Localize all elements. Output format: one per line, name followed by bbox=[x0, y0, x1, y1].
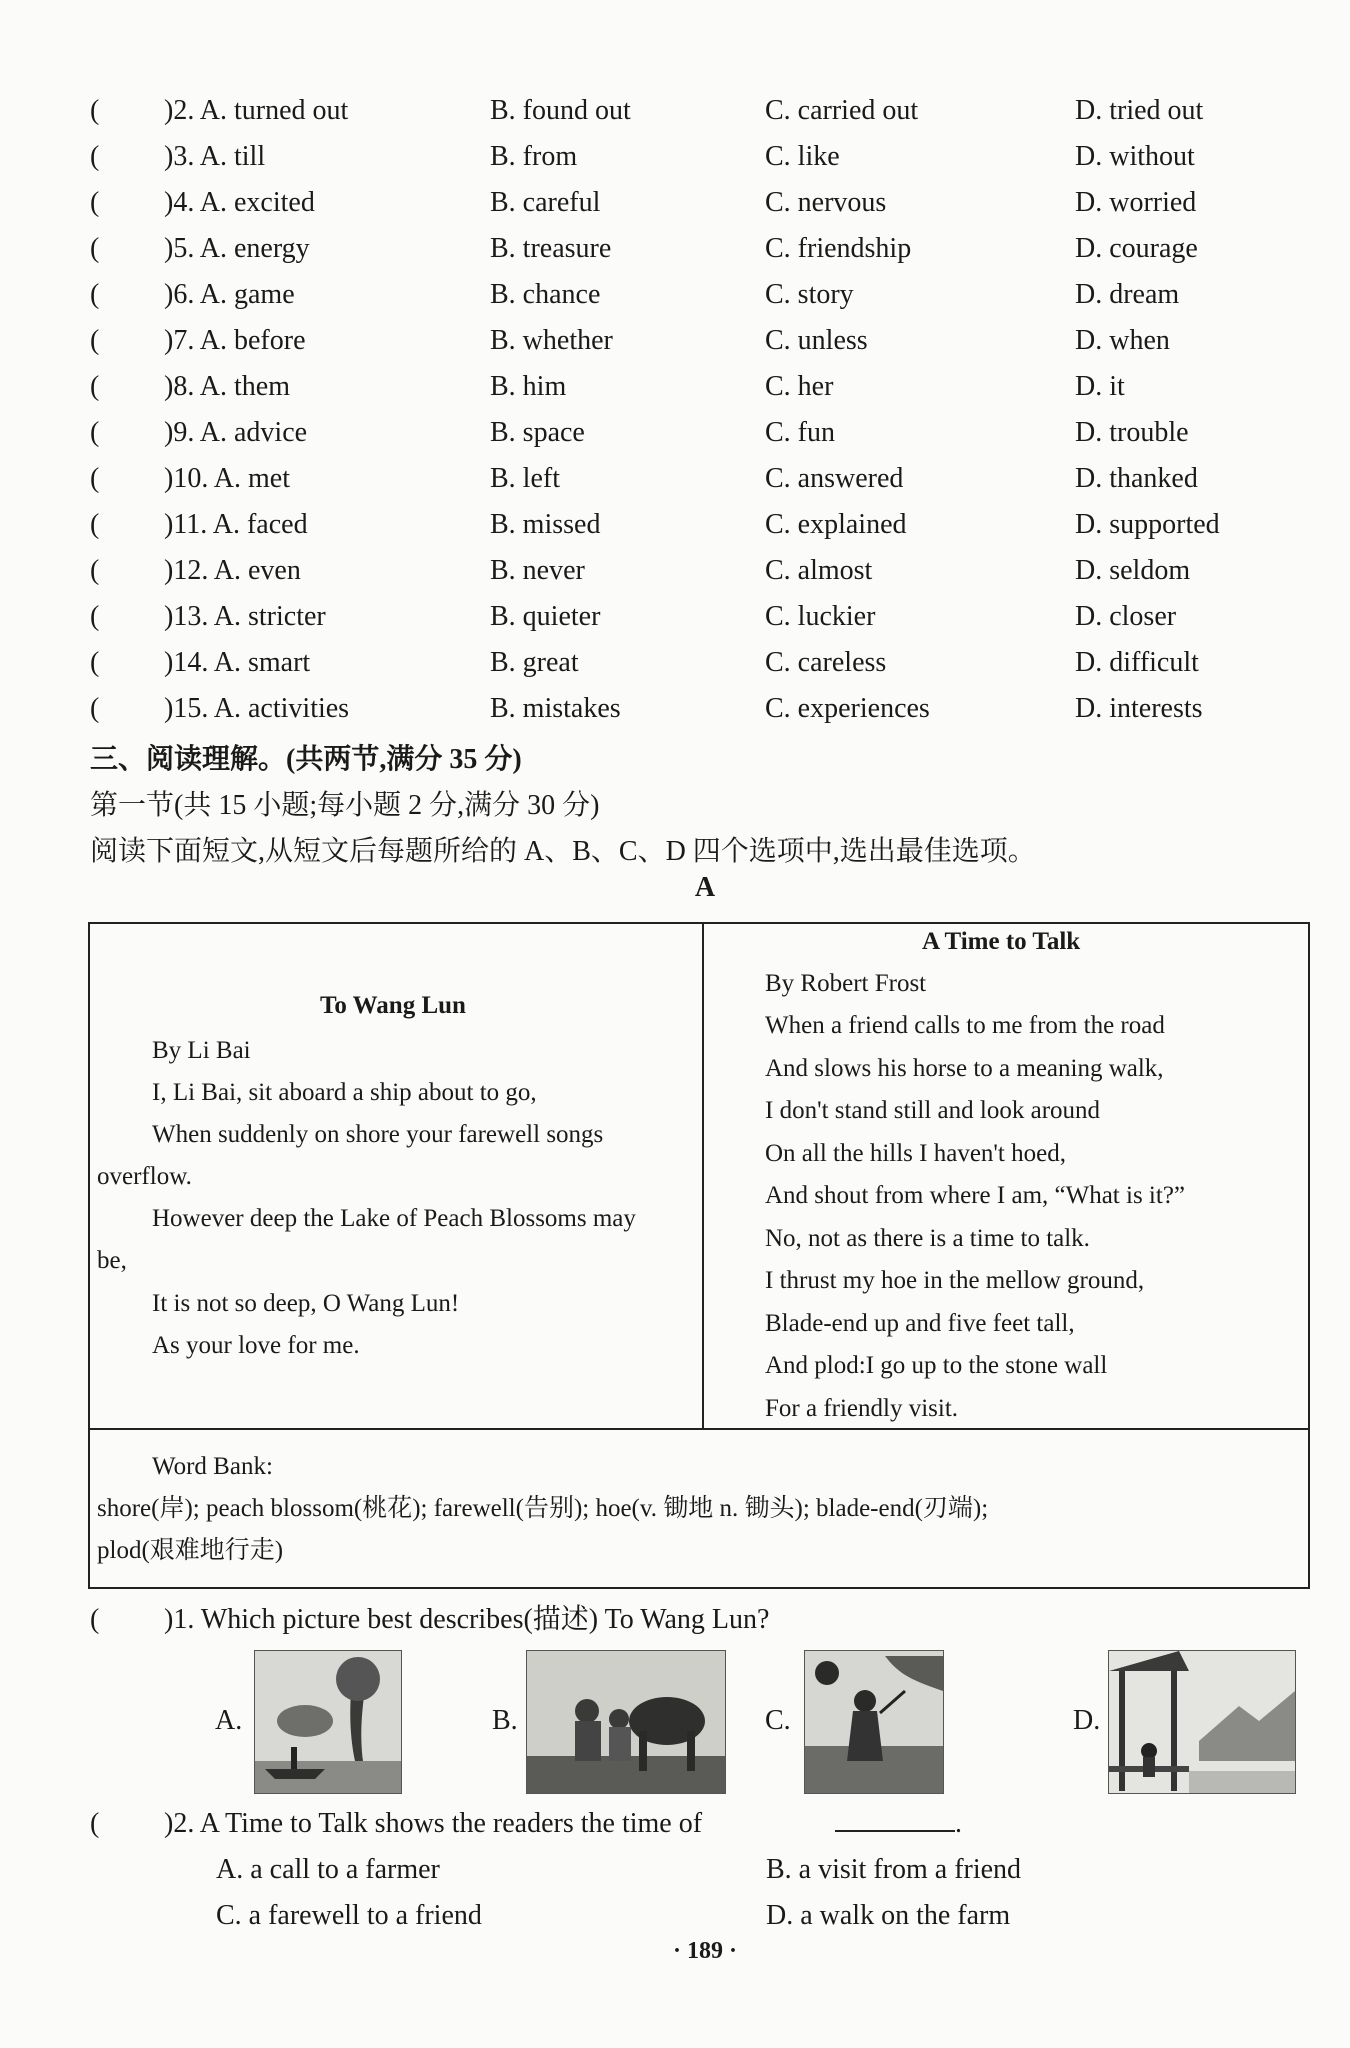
option-c: C. careless bbox=[765, 647, 887, 678]
question-2-option-b: B. a visit from a friend bbox=[766, 1854, 1022, 1885]
word-bank-label: Word Bank: bbox=[152, 1453, 273, 1480]
option-b: B. left bbox=[490, 463, 560, 494]
option-c: C. fun bbox=[765, 417, 835, 448]
poem-left-line: overflow. bbox=[97, 1163, 192, 1190]
question-1 bbox=[90, 1597, 770, 1643]
poem-right-title: A Time to Talk bbox=[922, 928, 1081, 955]
option-c: C. like bbox=[765, 141, 840, 172]
option-c: C. her bbox=[765, 371, 834, 402]
poem-left-line: I, Li Bai, sit aboard a ship about to go, bbox=[152, 1079, 537, 1106]
option-c: C. carried out bbox=[765, 95, 919, 126]
option-d: D. difficult bbox=[1075, 647, 1199, 678]
option-a: )3. A. till bbox=[164, 141, 266, 172]
option-a: )14. A. smart bbox=[164, 647, 311, 678]
poem-left-title: To Wang Lun bbox=[320, 992, 466, 1019]
page-number: · 189 · bbox=[672, 1938, 737, 1964]
answer-paren: ( bbox=[90, 601, 100, 632]
option-a: )5. A. energy bbox=[164, 233, 310, 264]
answer-paren: ( bbox=[90, 325, 100, 356]
part-title: 第一节(共 15 小题;每小题 2 分,满分 30 分) bbox=[90, 790, 600, 821]
question-2-option-d: D. a walk on the farm bbox=[766, 1900, 1011, 1931]
option-a: )13. A. stricter bbox=[164, 601, 326, 632]
word-bank-entries: shore(岸); peach blossom(桃花); farewell(告别); hoe(v. 锄地 n. 锄头); blade-end(刃端); bbox=[97, 1495, 989, 1522]
cloze-row bbox=[90, 226, 1310, 272]
option-c: C. unless bbox=[765, 325, 868, 356]
question-2-option-a: A. a call to a farmer bbox=[216, 1854, 440, 1885]
question-2-end: . bbox=[955, 1808, 962, 1839]
cloze-row bbox=[90, 272, 1310, 318]
poem-right-line: And slows his horse to a meaning walk, bbox=[765, 1054, 1164, 1082]
option-d: D. interests bbox=[1075, 693, 1203, 724]
question-2-text: )2. A Time to Talk shows the readers the time of bbox=[164, 1808, 703, 1839]
option-a: )15. A. activities bbox=[164, 693, 350, 724]
answer-paren: ( bbox=[90, 187, 100, 218]
option-b: B. found out bbox=[490, 95, 631, 126]
option-c: C. answered bbox=[765, 463, 904, 494]
answer-paren: ( bbox=[90, 647, 100, 678]
option-c-picture bbox=[804, 1650, 944, 1794]
cloze-row bbox=[90, 364, 1310, 410]
option-d: D. worried bbox=[1075, 187, 1197, 218]
answer-paren: ( bbox=[90, 371, 100, 402]
option-b: B. careful bbox=[490, 187, 601, 218]
section-title: 三、阅读理解。(共两节,满分 35 分) bbox=[90, 744, 522, 775]
answer-paren: ( bbox=[90, 1808, 100, 1839]
poem-column-divider bbox=[702, 922, 704, 1430]
poem-left-line: It is not so deep, O Wang Lun! bbox=[152, 1290, 460, 1317]
option-b-label: B. bbox=[492, 1705, 518, 1736]
answer-paren: ( bbox=[90, 693, 100, 724]
option-a: )4. A. excited bbox=[164, 187, 315, 218]
poem-left-author: By Li Bai bbox=[152, 1037, 251, 1064]
cloze-row bbox=[90, 502, 1310, 548]
cloze-row bbox=[90, 686, 1310, 732]
option-b: B. chance bbox=[490, 279, 601, 310]
answer-paren: ( bbox=[90, 463, 100, 494]
answer-paren: ( bbox=[90, 95, 100, 126]
poem-left-line: However deep the Lake of Peach Blossoms may bbox=[152, 1205, 636, 1232]
poem-left-line: As your love for me. bbox=[152, 1332, 360, 1359]
cloze-row bbox=[90, 594, 1310, 640]
option-d: D. tried out bbox=[1075, 95, 1204, 126]
option-d: D. it bbox=[1075, 371, 1125, 402]
option-a: )2. A. turned out bbox=[164, 95, 349, 126]
poem-right-line: Blade-end up and five feet tall, bbox=[765, 1309, 1075, 1337]
question-2-option-c: C. a farewell to a friend bbox=[216, 1900, 482, 1931]
option-d: D. seldom bbox=[1075, 555, 1191, 586]
word-bank-entries: plod(艰难地行走) bbox=[97, 1537, 284, 1564]
option-a: )10. A. met bbox=[164, 463, 290, 494]
option-a: )6. A. game bbox=[164, 279, 295, 310]
option-a: )12. A. even bbox=[164, 555, 301, 586]
option-c: C. experiences bbox=[765, 693, 930, 724]
poem-right-line: And plod:I go up to the stone wall bbox=[765, 1352, 1108, 1379]
option-d: D. thanked bbox=[1075, 463, 1198, 494]
poem-right-line: I thrust my hoe in the mellow ground, bbox=[765, 1267, 1145, 1294]
option-b: B. great bbox=[490, 647, 579, 678]
poem-left-line: be, bbox=[97, 1247, 127, 1274]
option-d: D. courage bbox=[1075, 233, 1198, 264]
option-b: B. space bbox=[490, 417, 585, 448]
cloze-row bbox=[90, 88, 1310, 134]
option-a-label: A. bbox=[215, 1705, 243, 1736]
option-d: D. closer bbox=[1075, 601, 1177, 632]
option-c: C. friendship bbox=[765, 233, 912, 264]
option-d: D. trouble bbox=[1075, 417, 1189, 448]
option-a: )9. A. advice bbox=[164, 417, 308, 448]
cloze-row bbox=[90, 640, 1310, 686]
option-b: B. never bbox=[490, 555, 585, 586]
poem-right-author: By Robert Frost bbox=[765, 970, 927, 997]
answer-blank[interactable] bbox=[835, 1801, 962, 1847]
poem-right-line: I don't stand still and look around bbox=[765, 1097, 1101, 1124]
option-a-picture bbox=[254, 1650, 402, 1794]
option-b: B. treasure bbox=[490, 233, 612, 264]
option-d: D. without bbox=[1075, 141, 1195, 172]
option-a: )8. A. them bbox=[164, 371, 290, 402]
poem-left-line: When suddenly on shore your farewell songs bbox=[152, 1121, 604, 1148]
word-bank-divider bbox=[88, 1428, 1310, 1430]
answer-paren: ( bbox=[90, 555, 100, 586]
answer-paren: ( bbox=[90, 279, 100, 310]
cloze-row bbox=[90, 456, 1310, 502]
option-b: B. mistakes bbox=[490, 693, 621, 724]
option-d: D. supported bbox=[1075, 509, 1220, 540]
poem-right-line: And shout from where I am, “What is it?” bbox=[765, 1182, 1186, 1209]
option-b: B. whether bbox=[490, 325, 613, 356]
answer-paren: ( bbox=[90, 417, 100, 448]
poem-right-line: On all the hills I haven't hoed, bbox=[765, 1139, 1066, 1167]
option-d: D. dream bbox=[1075, 279, 1180, 310]
option-c-label: C. bbox=[765, 1705, 791, 1736]
option-c: C. almost bbox=[765, 555, 873, 586]
instruction-text: 阅读下面短文,从短文后每题所给的 A、B、C、D 四个选项中,选出最佳选项。 bbox=[90, 836, 1036, 867]
option-d: D. when bbox=[1075, 325, 1170, 356]
cloze-row bbox=[90, 548, 1310, 594]
cloze-row bbox=[90, 318, 1310, 364]
passage-label: A bbox=[694, 872, 716, 903]
question-1-text: )1. Which picture best describes(描述) To Wang Lun? bbox=[164, 1604, 770, 1635]
cloze-row bbox=[90, 134, 1310, 180]
poem-right-line: For a friendly visit. bbox=[765, 1394, 959, 1422]
option-a: )7. A. before bbox=[164, 325, 306, 356]
option-d-picture bbox=[1108, 1650, 1296, 1794]
option-b: B. from bbox=[490, 141, 578, 172]
answer-paren: ( bbox=[90, 233, 100, 264]
cloze-row bbox=[90, 410, 1310, 456]
answer-paren: ( bbox=[90, 141, 100, 172]
option-b-picture bbox=[526, 1650, 726, 1794]
poem-right-line: When a friend calls to me from the road bbox=[765, 1012, 1165, 1039]
answer-paren: ( bbox=[90, 509, 100, 540]
cloze-row bbox=[90, 180, 1310, 226]
option-a: )11. A. faced bbox=[164, 509, 308, 540]
option-b: B. quieter bbox=[490, 601, 601, 632]
option-c: C. explained bbox=[765, 509, 907, 540]
option-d-label: D. bbox=[1073, 1705, 1101, 1736]
answer-paren: ( bbox=[90, 1604, 100, 1635]
option-c: C. story bbox=[765, 279, 854, 310]
option-c: C. nervous bbox=[765, 187, 887, 218]
question-2 bbox=[90, 1801, 962, 1847]
option-b: B. him bbox=[490, 371, 567, 402]
option-c: C. luckier bbox=[765, 601, 876, 632]
poem-right-line: No, not as there is a time to talk. bbox=[765, 1224, 1090, 1252]
option-b: B. missed bbox=[490, 509, 601, 540]
